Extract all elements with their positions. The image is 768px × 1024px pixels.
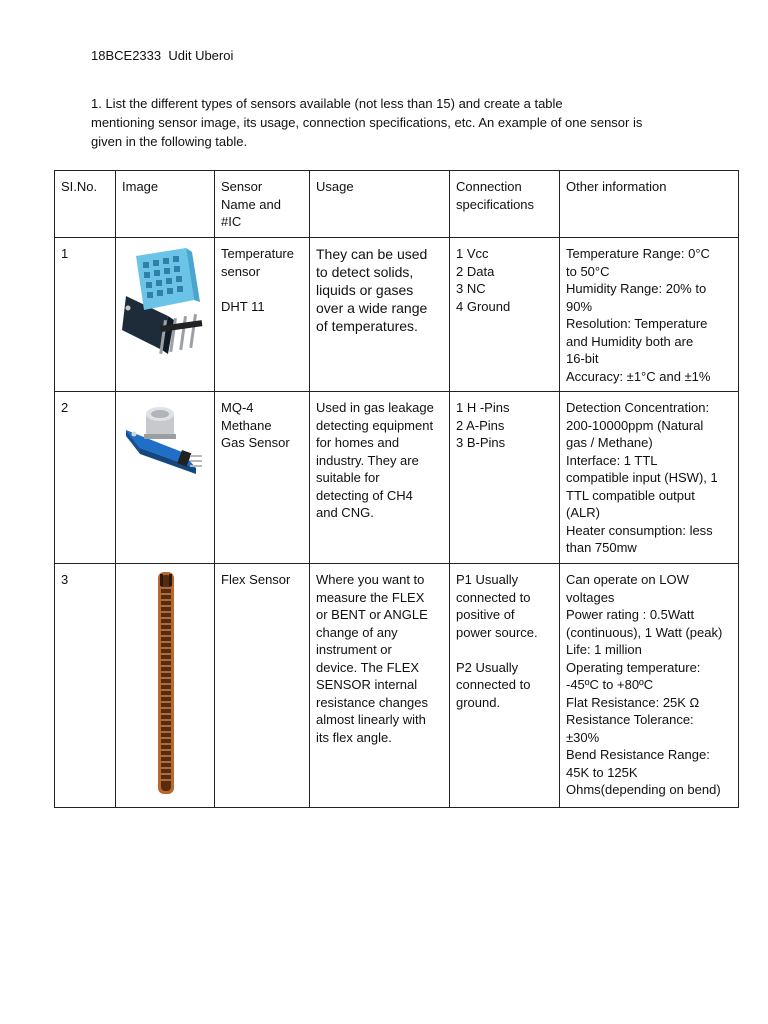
row-sensor-name: Flex Sensor	[215, 564, 310, 808]
table-row	[55, 392, 739, 564]
row-slno: 1	[55, 238, 116, 392]
student-id-name: 18BCE2333 Udit Uberoi	[91, 48, 234, 63]
row-other-info: Temperature Range: 0°C to 50°C Humidity Range: 20% to 90% Resolution: Temperature and Humidity both are 16-bit Accuracy: ±1°C and ±1%	[560, 238, 739, 392]
table-row	[55, 238, 739, 392]
question-text	[91, 94, 711, 151]
dht11-sensor-icon	[116, 238, 215, 391]
row-sensor-name: MQ-4 Methane Gas Sensor	[215, 392, 310, 564]
header-usage: Usage	[310, 171, 450, 238]
question-line-3: given in the following table.	[91, 134, 248, 149]
header-connection: Connection specifications	[450, 171, 560, 238]
row-connection: P1 Usually connected to positive of power source. P2 Usually connected to ground.	[450, 564, 560, 808]
header-sensor-name: Sensor Name and #IC	[215, 171, 310, 238]
row-usage: Where you want to measure the FLEX or BENT or ANGLE change of any instrument or device. The FLEX SENSOR internal resistance changes almost linearly with its flex angle.	[310, 564, 450, 808]
row-usage: They can be used to detect solids, liquids or gases over a wide range of temperatures.	[310, 238, 450, 392]
row-slno: 3	[55, 564, 116, 808]
header-slno: SI.No.	[55, 171, 116, 238]
flex-sensor-icon	[116, 564, 215, 807]
row-other-info: Can operate on LOW voltages Power rating : 0.5Watt (continuous), 1 Watt (peak) Life: 1 million Operating temperature: -45ºC to +80ºC Flat Resistance: 25K Ω Resistance Tolerance: ±30% Bend Resistance Range: 45K to 125K Ohms(depending on bend)	[560, 564, 739, 808]
header-other-info: Other information	[560, 171, 739, 238]
row-sensor-name: Temperature sensor DHT 11	[215, 238, 310, 392]
row-slno: 2	[55, 392, 116, 564]
question-line-1: 1. List the different types of sensors available (not less than 15) and create a table	[91, 96, 563, 111]
mq4-gas-sensor-icon	[116, 392, 215, 563]
table-row	[55, 564, 739, 808]
row-connection: 1 Vcc 2 Data 3 NC 4 Ground	[450, 238, 560, 392]
row-image-cell	[116, 392, 215, 564]
row-image-cell	[116, 564, 215, 808]
row-other-info: Detection Concentration: 200-10000ppm (Natural gas / Methane) Interface: 1 TTL compatible input (HSW), 1 TTL compatible output (ALR) Heater consumption: less than 750mw	[560, 392, 739, 564]
sensor-table	[54, 170, 739, 808]
row-image-cell	[116, 238, 215, 392]
header-image: Image	[116, 171, 215, 238]
table-header-row	[55, 171, 739, 238]
question-line-2: mentioning sensor image, its usage, connection specifications, etc. An example of one sensor is	[91, 115, 643, 130]
row-connection: 1 H -Pins 2 A-Pins 3 B-Pins	[450, 392, 560, 564]
row-usage: Used in gas leakage detecting equipment for homes and industry. They are suitable for detecting of CH4 and CNG.	[310, 392, 450, 564]
